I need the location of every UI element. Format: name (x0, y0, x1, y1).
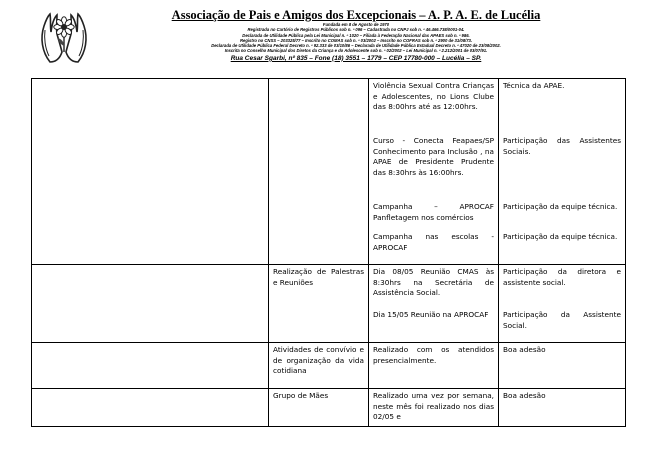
entry-description: Campanha nas escolas - APROCAF (373, 232, 494, 252)
table-cell-description: Realizado uma vez por semana, neste mês foi realizado nos dias 02/05 e (369, 389, 499, 427)
table-row (32, 79, 626, 265)
table-cell-activity: Realização de Palestras e Reuniões (269, 265, 369, 343)
table-row (32, 389, 626, 427)
org-name: Associação de Pais e Amigos dos Excepcionais – A. P. A. E. de Lucélia (171, 8, 541, 22)
registration-line: Declarada de Utilidade Pública Federal Decreto n. º 92.333 de 03/10/86 – Declarada de Utilidade Pública Estadual Decreto n. º 47020 de 23/08/2002. (211, 43, 501, 49)
letterhead (0, 0, 651, 70)
table-cell-activity: Atividades de convívio e de organização da vida cotidiana (269, 343, 369, 389)
founded-line: Fundada em 8 de Agosto de 1970 (322, 22, 390, 27)
table-cell-description: Realizado com os atendidos presencialmente. (369, 343, 499, 389)
table-cell-empty (32, 343, 269, 389)
org-header (96, 8, 616, 63)
registration-line: Declarada de Utilidade Pública pela Lei Municipal n. º 1020 – Filiada à Federação Nacional das APAES sob n. º 986. (242, 32, 470, 38)
table-cell-activity (269, 79, 369, 265)
entry-result: Participação da equipe técnica. (503, 232, 618, 241)
registration-line: Inscrita no Conselho Municipal dos Diretos da Criança e do Adolescente sob n. º 02/2002 – Lei Municipal n. º 2.212/2001 de 03/07/91. (224, 48, 488, 54)
table-cell-description (369, 265, 499, 343)
entry-result: Participação da equipe técnica. (503, 202, 618, 211)
table-cell-result (499, 265, 626, 343)
entry-result: Técnica da APAE. (503, 81, 565, 90)
registration-line: Registro no CNSS – 203325/77 – Inscrito no COMAS sob n. º 03/2002 – Inscrito no COFRAS sob n. º 2900 de 31/08/73. (239, 37, 473, 43)
entry-description: Campanha – APROCAF Panfletagem nos comércios (373, 202, 494, 222)
entry-result: Participação da diretora e assistente social. (503, 267, 621, 287)
table-cell-result: Boa adesão (499, 389, 626, 427)
entry-description: Dia 08/05 Reunião CMAS às 8:30hrs na Secretária de Assistência Social. (373, 267, 494, 298)
entry-result: Participação da Assistente Social. (503, 310, 621, 330)
org-address: Rua Cesar Sgarbi, nº 835 – Fone (18) 3551 – 1779 – CEP 17780-000 – Lucélia – SP. (230, 54, 482, 62)
entry-description: Curso - Conecta Feapaes/SP Conhecimento para Inclusão , na APAE de Presidente Prudente das 8:30hrs às 16:00hrs. (373, 136, 494, 177)
entry-description: Dia 15/05 Reunião na APROCAF (373, 310, 489, 319)
table-row (32, 343, 626, 389)
entry-description: Violência Sexual Contra Crianças e Adolescentes, no Lions Clube das 8:00hrs até as 12:00hrs. (373, 81, 494, 112)
table-row (32, 265, 626, 343)
entry-result: Participação das Assistentes Sociais. (503, 136, 621, 156)
table-cell-activity: Grupo de Mães (269, 389, 369, 427)
table-cell-empty (32, 389, 269, 427)
table-cell-result (499, 79, 626, 265)
table-cell-description (369, 79, 499, 265)
table-cell-result: Boa adesão (499, 343, 626, 389)
table-cell-empty (32, 79, 269, 265)
apae-logo-icon (36, 8, 92, 66)
registration-line: Registrada no Cartório de Registros Públicos sob n. º 096 – Cadastrada no CNPJ sob n. º 46.466.738/0001-04. (247, 27, 465, 33)
table-cell-empty (32, 265, 269, 343)
activities-table (31, 78, 626, 427)
